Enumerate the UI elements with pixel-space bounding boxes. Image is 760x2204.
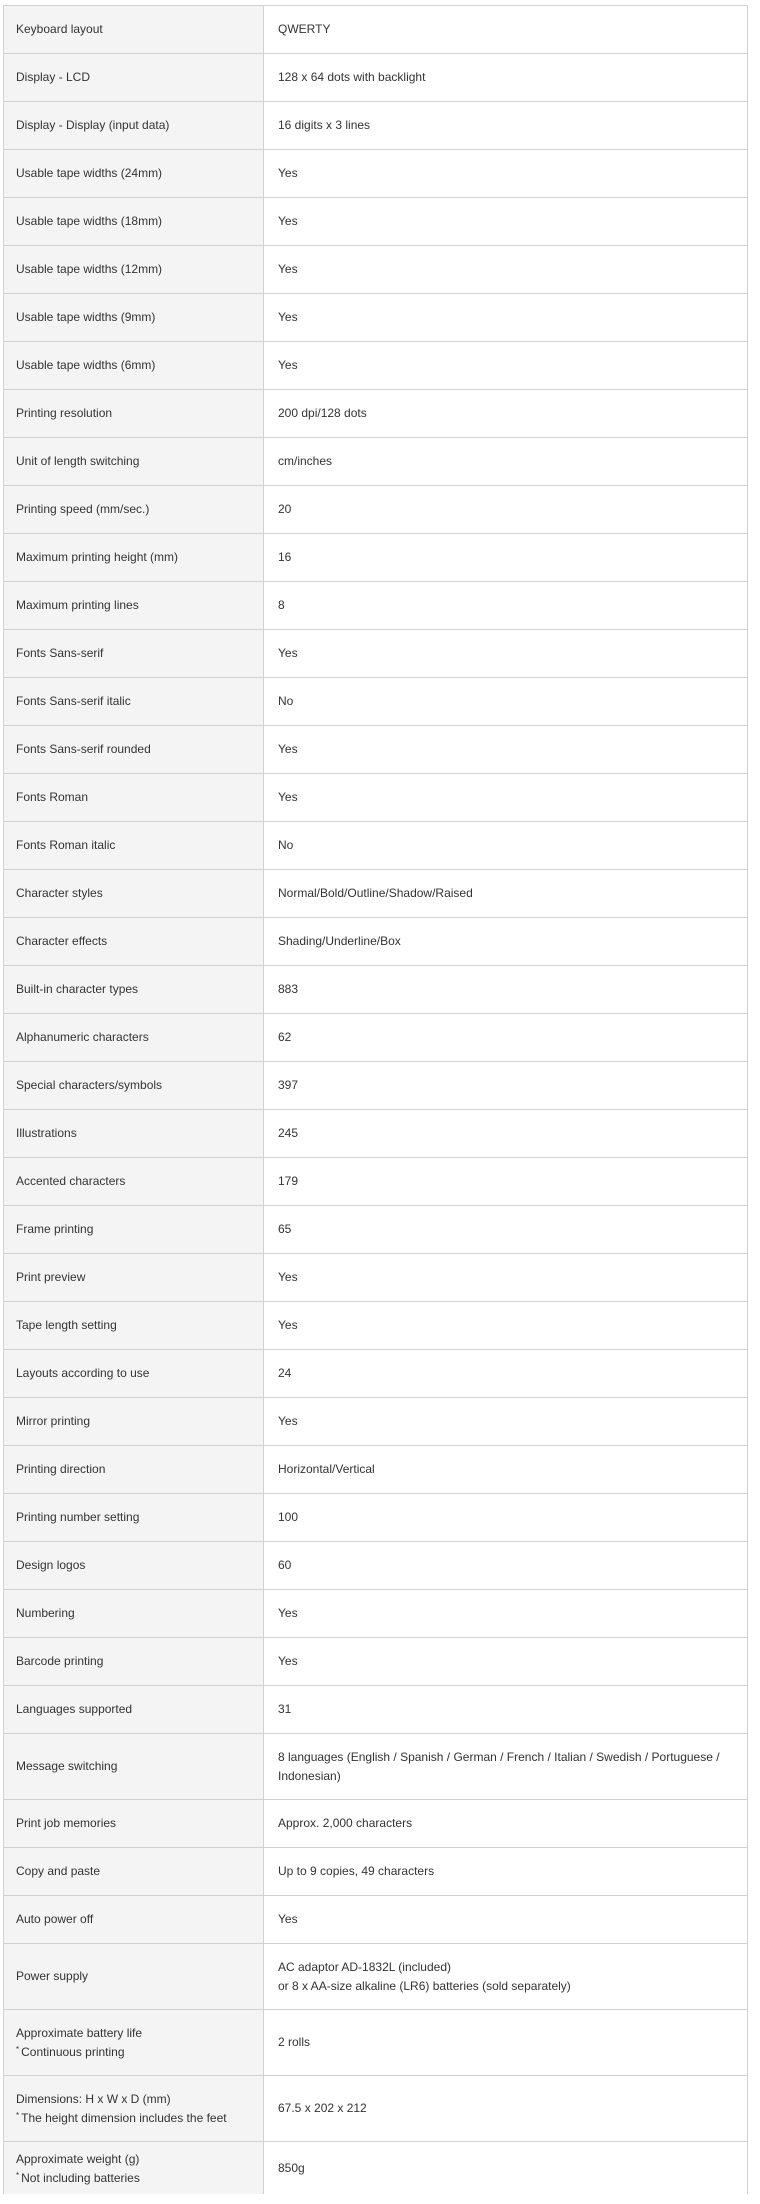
table-row — [3, 1542, 748, 1590]
spec-value: Yes — [264, 342, 748, 389]
spec-value: 883 — [264, 966, 748, 1013]
table-row — [3, 534, 748, 582]
spec-value: Yes — [264, 246, 748, 293]
spec-label: Character styles — [3, 870, 264, 917]
spec-label: Display - Display (input data) — [3, 102, 264, 149]
spec-label: Fonts Sans-serif — [3, 630, 264, 677]
table-row — [3, 6, 748, 54]
table-row — [3, 1494, 748, 1542]
spec-value: Yes — [264, 1590, 748, 1637]
spec-label: Approximate weight (g) * Not including batteries — [3, 2142, 264, 2194]
spec-label: Copy and paste — [3, 1848, 264, 1895]
table-row — [3, 1800, 748, 1848]
table-row — [3, 1350, 748, 1398]
spec-label: Printing speed (mm/sec.) — [3, 486, 264, 533]
spec-footnote: * Continuous printing — [16, 2045, 125, 2059]
table-row — [3, 102, 748, 150]
spec-label: Numbering — [3, 1590, 264, 1637]
spec-value: 397 — [264, 1062, 748, 1109]
spec-label: Fonts Roman — [3, 774, 264, 821]
spec-label: Auto power off — [3, 1896, 264, 1943]
table-row — [3, 1014, 748, 1062]
spec-value: 62 — [264, 1014, 748, 1061]
spec-value: Approx. 2,000 characters — [264, 1800, 748, 1847]
spec-value: QWERTY — [264, 6, 748, 53]
table-row — [3, 1158, 748, 1206]
spec-label: Display - LCD — [3, 54, 264, 101]
spec-value: Yes — [264, 1302, 748, 1349]
table-row — [3, 1638, 748, 1686]
spec-label: Dimensions: H x W x D (mm) * The height dimension includes the feet — [3, 2076, 264, 2141]
spec-label: Frame printing — [3, 1206, 264, 1253]
table-row — [3, 486, 748, 534]
spec-value: cm/inches — [264, 438, 748, 485]
table-row — [3, 54, 748, 102]
table-row — [3, 966, 748, 1014]
table-row — [3, 1590, 748, 1638]
table-row — [3, 1206, 748, 1254]
table-row — [3, 1110, 748, 1158]
table-row — [3, 2076, 748, 2142]
table-row — [3, 1896, 748, 1944]
spec-label: Layouts according to use — [3, 1350, 264, 1397]
table-row — [3, 1848, 748, 1896]
table-row — [3, 2142, 748, 2194]
spec-label: Fonts Sans-serif italic — [3, 678, 264, 725]
spec-value: 60 — [264, 1542, 748, 1589]
spec-label: Design logos — [3, 1542, 264, 1589]
spec-value: 16 — [264, 534, 748, 581]
spec-label: Mirror printing — [3, 1398, 264, 1445]
spec-value: Yes — [264, 1638, 748, 1685]
spec-label: Languages supported — [3, 1686, 264, 1733]
table-row — [3, 342, 748, 390]
table-row — [3, 294, 748, 342]
table-row — [3, 774, 748, 822]
spec-label: Special characters/symbols — [3, 1062, 264, 1109]
specifications-table — [3, 5, 748, 2194]
spec-label: Printing resolution — [3, 390, 264, 437]
spec-value: 128 x 64 dots with backlight — [264, 54, 748, 101]
spec-value: 179 — [264, 1158, 748, 1205]
spec-footnote: * The height dimension includes the feet — [16, 2111, 227, 2125]
spec-label: Unit of length switching — [3, 438, 264, 485]
table-row — [3, 1254, 748, 1302]
spec-value: 850g — [264, 2142, 748, 2194]
spec-label: Maximum printing lines — [3, 582, 264, 629]
spec-value: 8 languages (English / Spanish / German / French / Italian / Swedish / Portuguese / Indonesian) — [264, 1734, 748, 1799]
table-row — [3, 1944, 748, 2010]
table-row — [3, 822, 748, 870]
table-row — [3, 630, 748, 678]
spec-label: Printing direction — [3, 1446, 264, 1493]
spec-label: Power supply — [3, 1944, 264, 2009]
spec-value: Yes — [264, 1398, 748, 1445]
spec-label: Message switching — [3, 1734, 264, 1799]
table-row — [3, 390, 748, 438]
spec-label: Tape length setting — [3, 1302, 264, 1349]
spec-value: 100 — [264, 1494, 748, 1541]
spec-label: Usable tape widths (6mm) — [3, 342, 264, 389]
spec-value: 65 — [264, 1206, 748, 1253]
spec-value: 16 digits x 3 lines — [264, 102, 748, 149]
spec-label: Usable tape widths (9mm) — [3, 294, 264, 341]
spec-value: Up to 9 copies, 49 characters — [264, 1848, 748, 1895]
table-row — [3, 246, 748, 294]
table-row — [3, 1302, 748, 1350]
spec-value: Normal/Bold/Outline/Shadow/Raised — [264, 870, 748, 917]
spec-label: Usable tape widths (18mm) — [3, 198, 264, 245]
table-row — [3, 1446, 748, 1494]
spec-label: Usable tape widths (12mm) — [3, 246, 264, 293]
spec-label: Barcode printing — [3, 1638, 264, 1685]
spec-value: 24 — [264, 1350, 748, 1397]
table-row — [3, 582, 748, 630]
table-row — [3, 438, 748, 486]
spec-value: Yes — [264, 150, 748, 197]
table-row — [3, 918, 748, 966]
table-row — [3, 198, 748, 246]
spec-value: 200 dpi/128 dots — [264, 390, 748, 437]
spec-label: Printing number setting — [3, 1494, 264, 1541]
spec-value: AC adaptor AD-1832L (included) or 8 x AA-size alkaline (LR6) batteries (sold separately) — [264, 1944, 748, 2009]
spec-label: Approximate battery life * Continuous printing — [3, 2010, 264, 2075]
table-row — [3, 1686, 748, 1734]
spec-label: Print job memories — [3, 1800, 264, 1847]
table-row — [3, 726, 748, 774]
spec-value: 67.5 x 202 x 212 — [264, 2076, 748, 2141]
table-row — [3, 1398, 748, 1446]
table-row — [3, 150, 748, 198]
spec-label: Usable tape widths (24mm) — [3, 150, 264, 197]
spec-value: Shading/Underline/Box — [264, 918, 748, 965]
spec-value: 8 — [264, 582, 748, 629]
spec-label: Keyboard layout — [3, 6, 264, 53]
spec-label: Maximum printing height (mm) — [3, 534, 264, 581]
spec-label: Print preview — [3, 1254, 264, 1301]
spec-value: Yes — [264, 726, 748, 773]
table-row — [3, 1062, 748, 1110]
spec-label: Alphanumeric characters — [3, 1014, 264, 1061]
spec-label: Accented characters — [3, 1158, 264, 1205]
spec-label: Fonts Roman italic — [3, 822, 264, 869]
spec-value: Yes — [264, 1896, 748, 1943]
spec-value: Yes — [264, 1254, 748, 1301]
table-row — [3, 678, 748, 726]
spec-label: Character effects — [3, 918, 264, 965]
spec-value: Yes — [264, 774, 748, 821]
spec-footnote: * Not including batteries — [16, 2170, 140, 2185]
spec-value: 2 rolls — [264, 2010, 748, 2075]
spec-value: 20 — [264, 486, 748, 533]
spec-value: Yes — [264, 630, 748, 677]
spec-value: Yes — [264, 294, 748, 341]
table-row — [3, 870, 748, 918]
spec-label: Illustrations — [3, 1110, 264, 1157]
table-row — [3, 1734, 748, 1800]
spec-value: Horizontal/Vertical — [264, 1446, 748, 1493]
spec-value: Yes — [264, 198, 748, 245]
spec-label: Built-in character types — [3, 966, 264, 1013]
spec-value: 31 — [264, 1686, 748, 1733]
table-row — [3, 2010, 748, 2076]
spec-value: 245 — [264, 1110, 748, 1157]
spec-value: No — [264, 822, 748, 869]
spec-value: No — [264, 678, 748, 725]
spec-label: Fonts Sans-serif rounded — [3, 726, 264, 773]
